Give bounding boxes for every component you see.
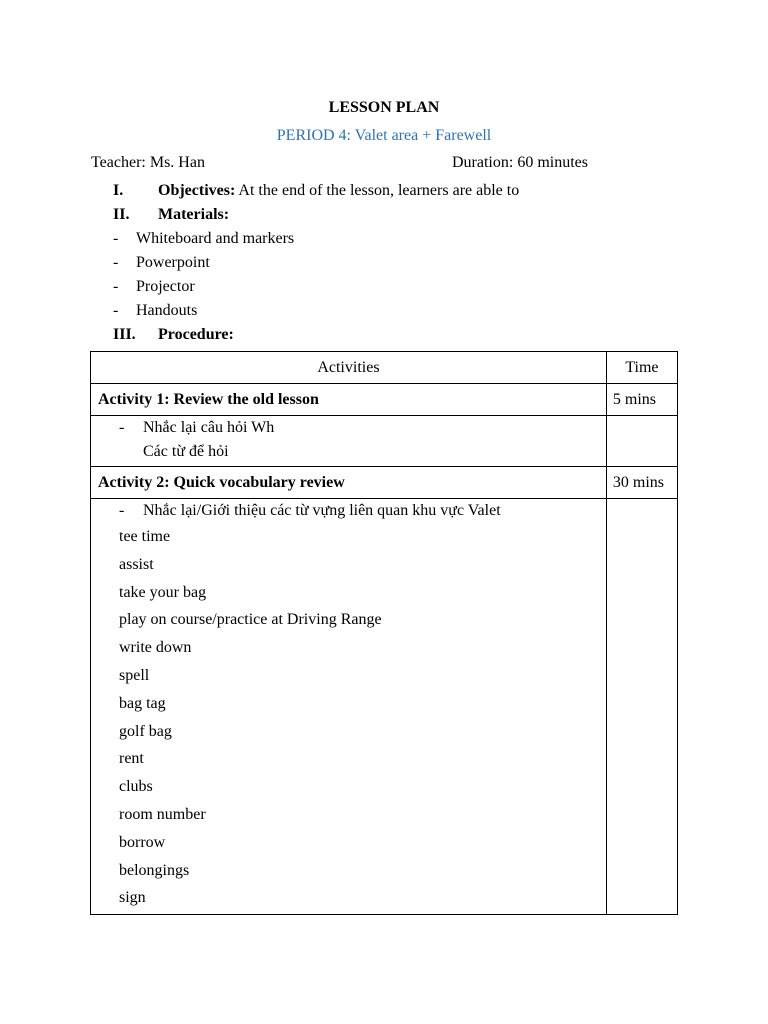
vocabulary-item: assist: [119, 555, 154, 573]
vocabulary-item: golf bag: [119, 722, 172, 740]
time-column-header: Time: [606, 352, 677, 384]
procedure-number: III.: [113, 326, 136, 343]
activity-title-row: [91, 384, 678, 416]
activity-body-row: [91, 416, 678, 467]
materials-item: - Powerpoint: [113, 254, 210, 271]
activities-column-header: Activities: [91, 352, 607, 384]
vocabulary-item: sign: [119, 889, 146, 907]
activity-1-time-empty: [606, 416, 677, 467]
activity-1-title: Activity 1: Review the old lesson: [91, 384, 607, 416]
procedure-table: [90, 351, 678, 915]
activity-body-row: [91, 499, 678, 915]
activity-2-title: Activity 2: Quick vocabulary review: [91, 467, 607, 499]
vocabulary-item: take your bag: [119, 583, 207, 601]
vocabulary-item: clubs: [119, 778, 153, 796]
objectives-section: [113, 180, 519, 202]
vocabulary-item: spell: [119, 666, 150, 684]
activity-title-row: [91, 467, 678, 499]
vocabulary-item: room number: [119, 805, 206, 823]
materials-list: [113, 228, 294, 324]
materials-item: - Projector: [113, 278, 195, 295]
activity-2-time: 30 mins: [606, 467, 677, 499]
table-header-row: [91, 352, 678, 384]
teacher-name: Teacher: Ms. Han: [91, 154, 205, 171]
objectives-heading: Objectives:: [158, 182, 236, 199]
activity-2-time-empty: [606, 499, 677, 915]
materials-section: [113, 204, 229, 226]
procedure-section: [113, 324, 234, 346]
period-subtitle: PERIOD 4: Valet area + Farewell: [276, 127, 492, 144]
document-title: LESSON PLAN: [328, 99, 440, 116]
vocabulary-item: borrow: [119, 833, 166, 851]
vocabulary-item: rent: [119, 750, 144, 768]
vocabulary-item: write down: [119, 639, 192, 657]
activity-1-continuation: Các từ để hỏi: [143, 443, 229, 460]
vocabulary-item: belongings: [119, 861, 190, 879]
objectives-text: At the end of the lesson, learners are able to: [235, 182, 520, 199]
activity-1-content: [91, 416, 607, 467]
procedure-heading: Procedure:: [158, 326, 234, 343]
materials-heading: Materials:: [158, 206, 230, 223]
vocabulary-item: bag tag: [119, 694, 166, 712]
lesson-duration: Duration: 60 minutes: [452, 154, 588, 171]
vocabulary-item: play on course/practice at Driving Range: [119, 611, 382, 629]
activity-1-bullet: - Nhắc lại câu hỏi Wh: [119, 419, 275, 436]
materials-item: - Whiteboard and markers: [113, 230, 295, 247]
activity-1-time: 5 mins: [606, 384, 677, 416]
materials-number: II.: [113, 206, 130, 223]
activity-2-content: [91, 499, 607, 915]
objectives-number: I.: [113, 182, 124, 199]
materials-item: - Handouts: [113, 302, 198, 319]
activity-2-bullet: - Nhắc lại/Giới thiệu các từ vựng liên quan khu vực Valet: [119, 502, 501, 519]
vocabulary-list: [91, 523, 606, 914]
vocabulary-item: tee time: [119, 528, 171, 545]
